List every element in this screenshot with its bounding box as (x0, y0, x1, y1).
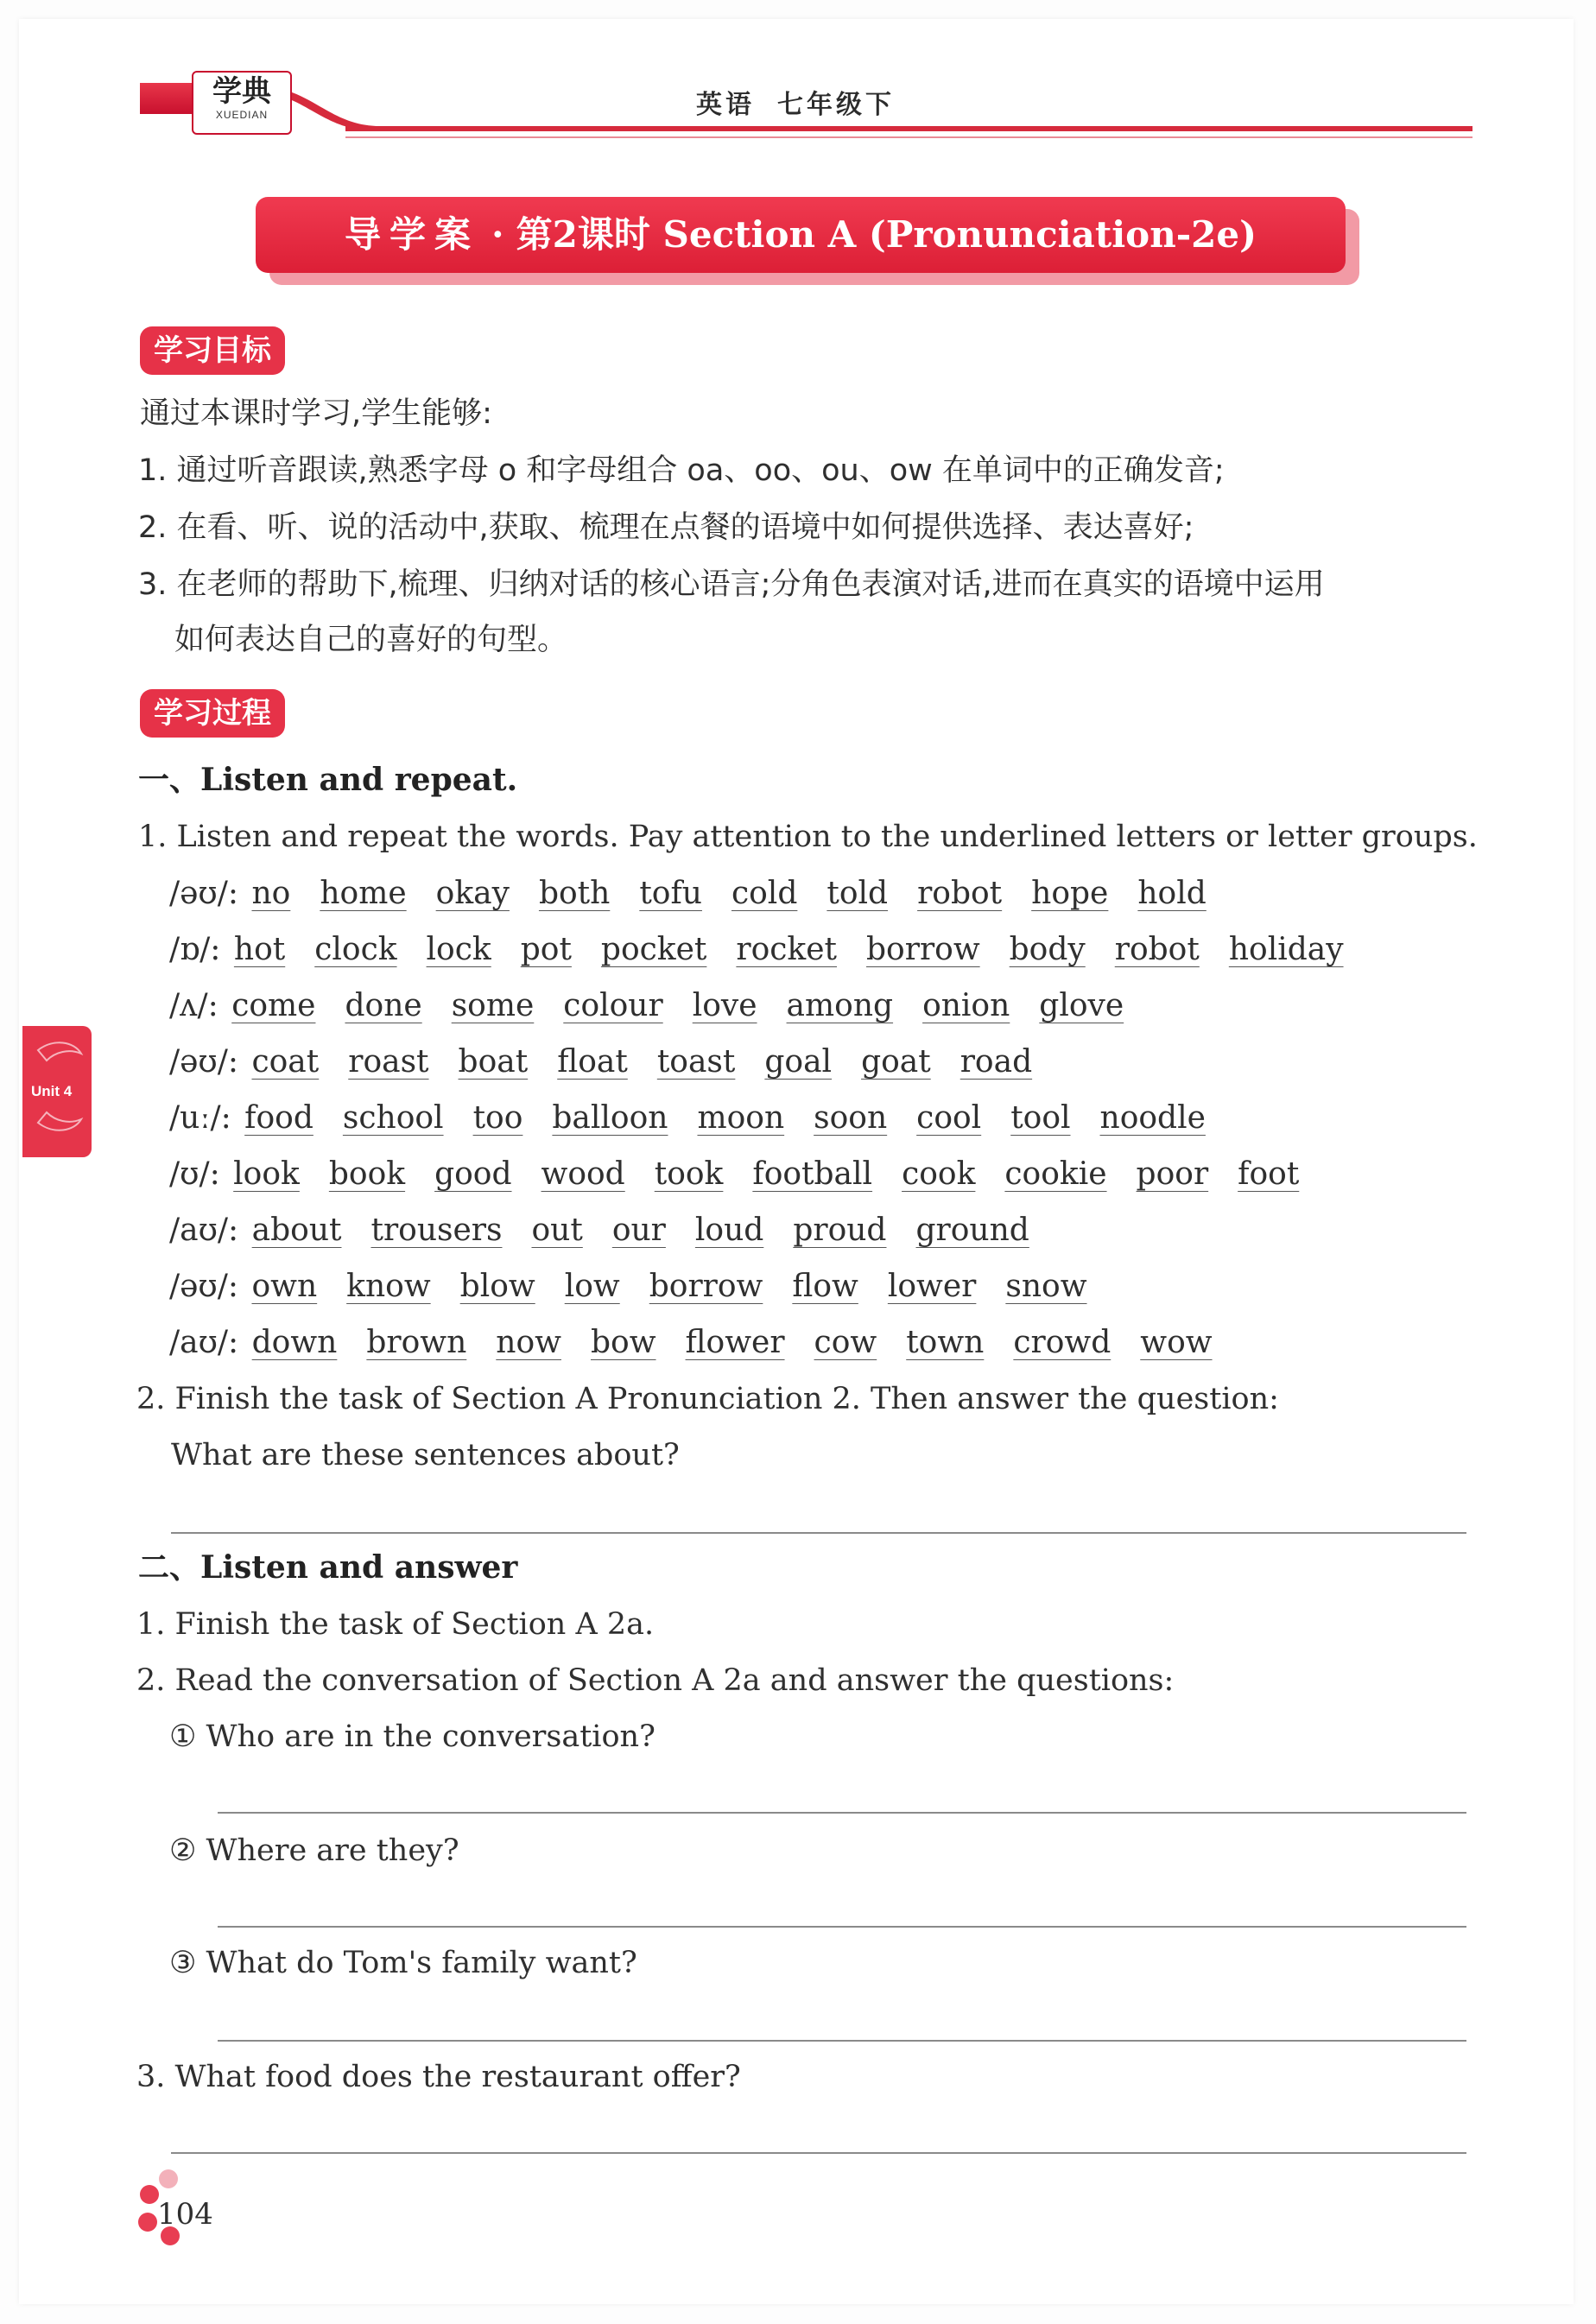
header-rule-thin (345, 136, 1472, 138)
phonics-word: soon (814, 1100, 888, 1136)
part2-sub-question-1: ① Who are in the conversation? (169, 1719, 656, 1754)
phonics-symbol: /əʊ/: (169, 1044, 239, 1080)
phonics-row (169, 986, 1153, 1026)
answer-line[interactable] (218, 2040, 1466, 2042)
phonics-word: coat (251, 1044, 320, 1080)
phonics-word: goat (861, 1044, 931, 1080)
phonics-row (169, 1211, 1059, 1251)
phonics-word: snow (1005, 1269, 1087, 1304)
phonics-word: told (826, 876, 889, 911)
phonics-row (169, 1042, 1061, 1082)
phonics-word: borrow (649, 1269, 763, 1304)
phonics-word: road (960, 1044, 1033, 1080)
phonics-symbol: /əʊ/: (169, 1269, 239, 1304)
phonics-word: pocket (600, 932, 707, 967)
goal-item-2: 2. 在看、听、说的活动中,获取、梳理在点餐的语境中如何提供选择、表达喜好; (138, 510, 1194, 545)
goals-badge: 学习目标 (140, 326, 285, 375)
phonics-word: our (611, 1213, 666, 1248)
process-badge: 学习过程 (140, 689, 285, 738)
phonics-word: food (244, 1100, 314, 1136)
lesson-title (256, 197, 1346, 273)
title-section: Section A (Pronunciation-2e) (662, 213, 1257, 256)
header-subject-grade (696, 83, 917, 121)
phonics-word: onion (922, 988, 1010, 1023)
phonics-symbol: /ʌ/: (169, 988, 218, 1023)
title-dot: · (491, 213, 504, 256)
phonics-word: wow (1140, 1325, 1213, 1360)
phonics-word: rocket (736, 932, 838, 967)
phonics-word: good (434, 1156, 512, 1192)
part2-question-3: 3. What food does the restaurant offer? (136, 2060, 741, 2094)
phonics-word: down (251, 1325, 338, 1360)
phonics-word: float (557, 1044, 628, 1080)
phonics-word: tofu (639, 876, 702, 911)
phonics-row (169, 874, 1236, 914)
phonics-row (169, 1155, 1328, 1194)
part2-title: 二、Listen and answer (138, 1549, 518, 1586)
phonics-word: cold (731, 876, 798, 911)
phonics-word: goal (764, 1044, 833, 1080)
phonics-word: proud (793, 1213, 887, 1248)
phonics-word: town (906, 1325, 985, 1360)
phonics-word: robot (1114, 932, 1200, 967)
unit-label: Unit 4 (31, 1083, 73, 1099)
phonics-word: know (346, 1269, 431, 1304)
decor-dot (138, 2213, 157, 2232)
phonics-word: low (564, 1269, 620, 1304)
phonics-row (169, 930, 1373, 970)
phonics-word: both (538, 876, 611, 911)
phonics-word: balloon (552, 1100, 668, 1136)
phonics-word: no (251, 876, 291, 911)
grade-label: 七年级下 (777, 90, 895, 120)
phonics-row (169, 1267, 1117, 1307)
phonics-word: okay (435, 876, 510, 911)
title-prefix: 导学案 (345, 213, 480, 256)
title-lesson: 第2课时 (516, 213, 650, 256)
phonics-word: noodle (1099, 1100, 1206, 1136)
answer-line[interactable] (218, 1926, 1466, 1928)
logo-text-cn: 学典 (212, 74, 271, 109)
phonics-word: brown (366, 1325, 467, 1360)
title-banner (256, 197, 1346, 273)
phonics-word: flow (792, 1269, 858, 1304)
decor-dot (159, 2169, 178, 2188)
phonics-word: own (251, 1269, 318, 1304)
phonics-symbol: /ʊ/: (169, 1156, 220, 1192)
part2-sub-question-2: ② Where are they? (169, 1833, 459, 1868)
phonics-word: flower (685, 1325, 785, 1360)
phonics-word: blow (459, 1269, 535, 1304)
brand-logo (192, 71, 292, 135)
phonics-word: ground (915, 1213, 1029, 1248)
phonics-word: cookie (1004, 1156, 1107, 1192)
phonics-word: roast (348, 1044, 429, 1080)
logo-text-en: XUEDIAN (215, 109, 269, 121)
phonics-symbol: /əʊ/: (169, 876, 239, 911)
phonics-word: boat (458, 1044, 529, 1080)
phonics-word: foot (1238, 1156, 1300, 1192)
phonics-word: wood (541, 1156, 625, 1192)
phonics-word: out (531, 1213, 583, 1248)
phonics-word: bow (590, 1325, 656, 1360)
phonics-word: tool (1010, 1100, 1071, 1136)
phonics-word: look (233, 1156, 300, 1192)
phonics-word: glove (1039, 988, 1124, 1023)
phonics-word: colour (563, 988, 663, 1023)
answer-line[interactable] (218, 1812, 1466, 1814)
phonics-word: moon (697, 1100, 785, 1136)
phonics-word: football (752, 1156, 873, 1192)
phonics-word: school (342, 1100, 444, 1136)
answer-line[interactable] (171, 1532, 1466, 1534)
phonics-symbol: /uː/: (169, 1100, 231, 1136)
phonics-word: body (1009, 932, 1086, 967)
phonics-word: toast (656, 1044, 736, 1080)
decor-dot (140, 2185, 159, 2204)
answer-line[interactable] (171, 2152, 1466, 2154)
phonics-word: poor (1136, 1156, 1209, 1192)
goals-intro: 通过本课时学习,学生能够: (140, 396, 492, 431)
phonics-word: lock (426, 932, 491, 967)
phonics-word: pot (520, 932, 572, 967)
phonics-word: about (251, 1213, 342, 1248)
subject-label: 英语 (696, 90, 755, 120)
phonics-word: done (345, 988, 422, 1023)
goal-item-1: 1. 通过听音跟读,熟悉字母 o 和字母组合 oa、oo、ou、ow 在单词中的正确发音; (138, 453, 1225, 488)
phonics-word: hope (1031, 876, 1109, 911)
phonics-word: trousers (370, 1213, 503, 1248)
phonics-row (169, 1099, 1235, 1138)
phonics-word: borrow (866, 932, 980, 967)
phonics-word: cook (902, 1156, 976, 1192)
goal-item-3-cont: 如何表达自己的喜好的句型。 (174, 623, 568, 657)
phonics-word: robot (917, 876, 1003, 911)
phonics-word: home (320, 876, 407, 911)
phonics-word: book (328, 1156, 406, 1192)
phonics-word: hot (233, 932, 286, 967)
part2-question-1: 1. Finish the task of Section A 2a. (136, 1607, 655, 1642)
header-rule (345, 126, 1472, 131)
phonics-row (169, 1323, 1242, 1363)
phonics-word: took (654, 1156, 724, 1192)
goal-item-3: 3. 在老师的帮助下,梳理、归纳对话的核心语言;分角色表演对话,进而在真实的语境中运用 (138, 567, 1325, 602)
phonics-symbol: /ɒ/: (169, 932, 221, 967)
phonics-word: now (496, 1325, 561, 1360)
phonics-word: come (231, 988, 316, 1023)
part2-question-2: 2. Read the conversation of Section A 2a and answer the questions: (136, 1663, 1175, 1698)
phonics-word: clock (314, 932, 397, 967)
phonics-word: holiday (1228, 932, 1344, 967)
phonics-word: loud (694, 1213, 764, 1248)
part2-sub-question-3: ③ What do Tom's family want? (169, 1946, 637, 1980)
phonics-symbol: /aʊ/: (169, 1325, 239, 1360)
phonics-word: among (786, 988, 894, 1023)
phonics-word: hold (1137, 876, 1206, 911)
phonics-symbol: /aʊ/: (169, 1213, 239, 1248)
part1-question-2: 2. Finish the task of Section A Pronunciation 2. Then answer the question: (136, 1382, 1279, 1416)
phonics-word: some (451, 988, 535, 1023)
part1-question-1: 1. Listen and repeat the words. Pay attention to the underlined letters or letter groups. (138, 820, 1478, 854)
page-number: 104 (157, 2197, 213, 2232)
part1-question-2-sub: What are these sentences about? (171, 1438, 680, 1472)
part1-title: 一、Listen and repeat. (138, 762, 518, 798)
phonics-word: love (692, 988, 757, 1023)
phonics-word: too (472, 1100, 523, 1136)
phonics-word: cool (916, 1100, 982, 1136)
phonics-word: cow (814, 1325, 877, 1360)
phonics-word: lower (887, 1269, 977, 1304)
phonics-word: crowd (1013, 1325, 1112, 1360)
